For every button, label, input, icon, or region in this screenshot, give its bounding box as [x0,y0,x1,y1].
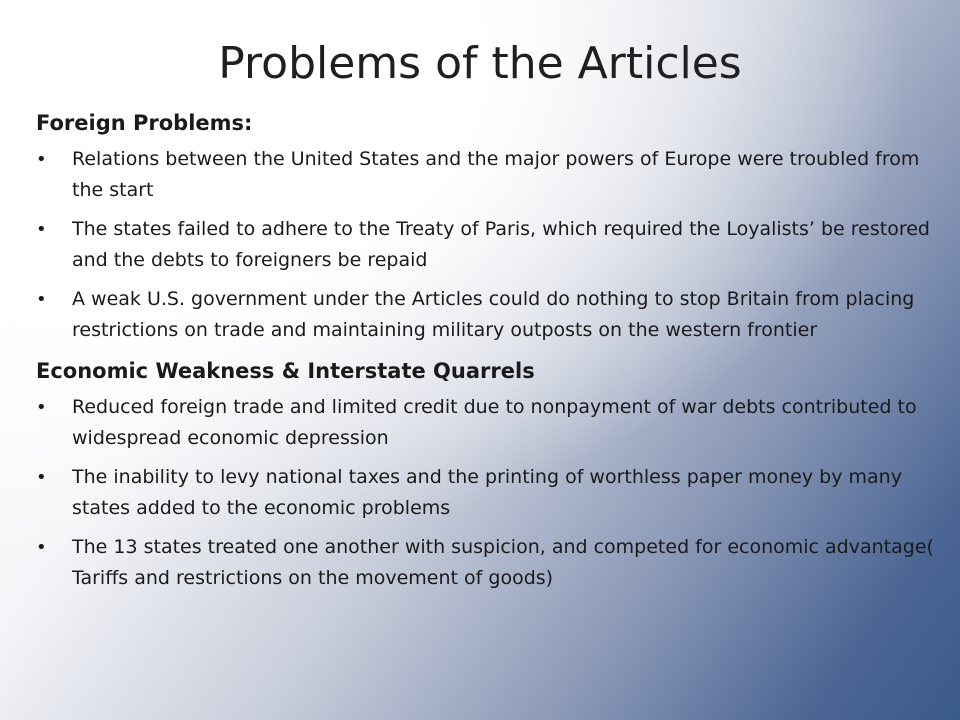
bullet-item [36,532,948,594]
bullet-list-economic-weakness [36,392,948,594]
bullet-item [36,144,948,206]
bullet-icon: • [36,149,47,170]
section-heading-economic-weakness: Economic Weakness & Interstate Quarrels [36,359,535,383]
bullet-item [36,462,948,524]
bullet-text: Relations between the United States and the major powers of Europe were troubled from the start [72,148,920,201]
section-heading-foreign-problems: Foreign Problems: [36,111,253,135]
bullet-icon: • [36,537,47,558]
bullet-icon: • [36,467,47,488]
bullet-item [36,392,948,454]
bullet-icon: • [36,219,47,240]
bullet-text: The inability to levy national taxes and the printing of worthless paper money by many states added to the economic problems [72,466,902,519]
bullet-icon: • [36,289,47,310]
bullet-icon: • [36,397,47,418]
bullet-text: Reduced foreign trade and limited credit due to nonpayment of war debts contributed to widespread economic depression [72,396,917,449]
bullet-list-foreign-problems [36,144,948,346]
slide-content [36,108,948,602]
bullet-text: The 13 states treated one another with suspicion, and competed for economic advantage( Tariffs and restrictions on the movement of goods) [72,536,934,589]
bullet-text: A weak U.S. government under the Articles could do nothing to stop Britain from placing restrictions on trade and maintaining military outposts on the western frontier [72,288,915,341]
bullet-text: The states failed to adhere to the Treaty of Paris, which required the Loyalists’ be restored and the debts to foreigners be repaid [72,218,930,271]
bullet-item [36,284,948,346]
bullet-item [36,214,948,276]
slide-title: Problems of the Articles [218,38,742,89]
